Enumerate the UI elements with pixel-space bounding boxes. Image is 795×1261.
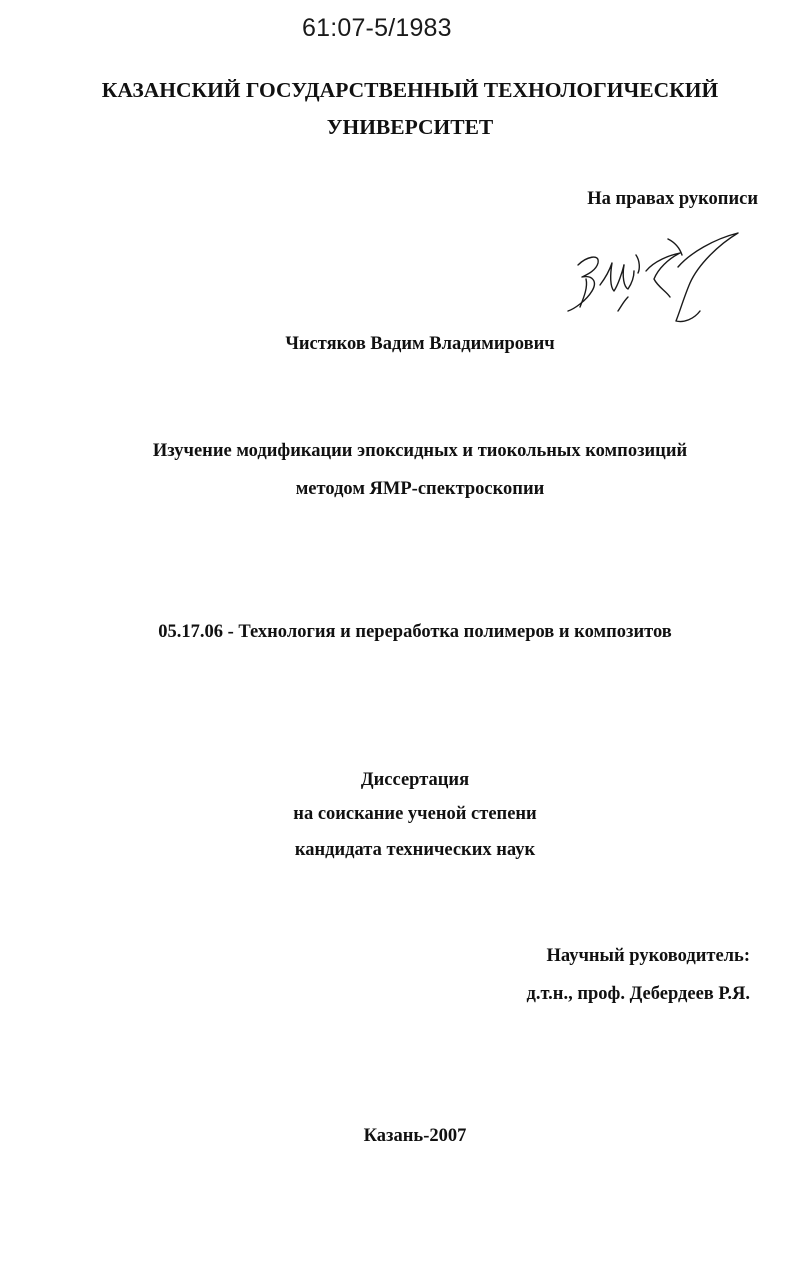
degree-purpose: на соискание ученой степени xyxy=(293,804,537,824)
city-year: Казань-2007 xyxy=(363,1126,467,1146)
degree-name: кандидата технических наук xyxy=(294,840,536,860)
author-name: Чистяков Вадим Владимирович xyxy=(285,334,555,354)
supervisor-label: Научный руководитель: xyxy=(546,946,750,966)
signature-stroke xyxy=(636,255,639,273)
university-name-line2: УНИВЕРСИТЕТ xyxy=(326,115,494,139)
thesis-title-line2: методом ЯМР-спектроскопии xyxy=(295,479,545,499)
signature-stroke xyxy=(618,297,628,311)
catalog-code: 61:07-5/1983 xyxy=(302,14,452,42)
thesis-title-line1: Изучение модификации эпоксидных и тиокольных композиций xyxy=(152,441,688,461)
dissertation-label: Диссертация xyxy=(360,770,470,790)
signature-stroke xyxy=(623,265,634,289)
signature-stroke xyxy=(580,279,587,307)
signature-stroke xyxy=(646,253,680,297)
signature-stroke xyxy=(600,263,624,291)
handwritten-signature xyxy=(558,225,748,335)
specialty-code: 05.17.06 - Технология и переработка полимеров и композитов xyxy=(158,622,672,642)
signature-stroke xyxy=(568,257,598,311)
university-name-line1: КАЗАНСКИЙ ГОСУДАРСТВЕННЫЙ ТЕХНОЛОГИЧЕСКИЙ xyxy=(101,78,719,102)
supervisor-name: д.т.н., проф. Дебердеев Р.Я. xyxy=(526,984,750,1004)
signature-stroke xyxy=(676,233,738,322)
manuscript-rights-note: На правах рукописи xyxy=(587,189,758,209)
